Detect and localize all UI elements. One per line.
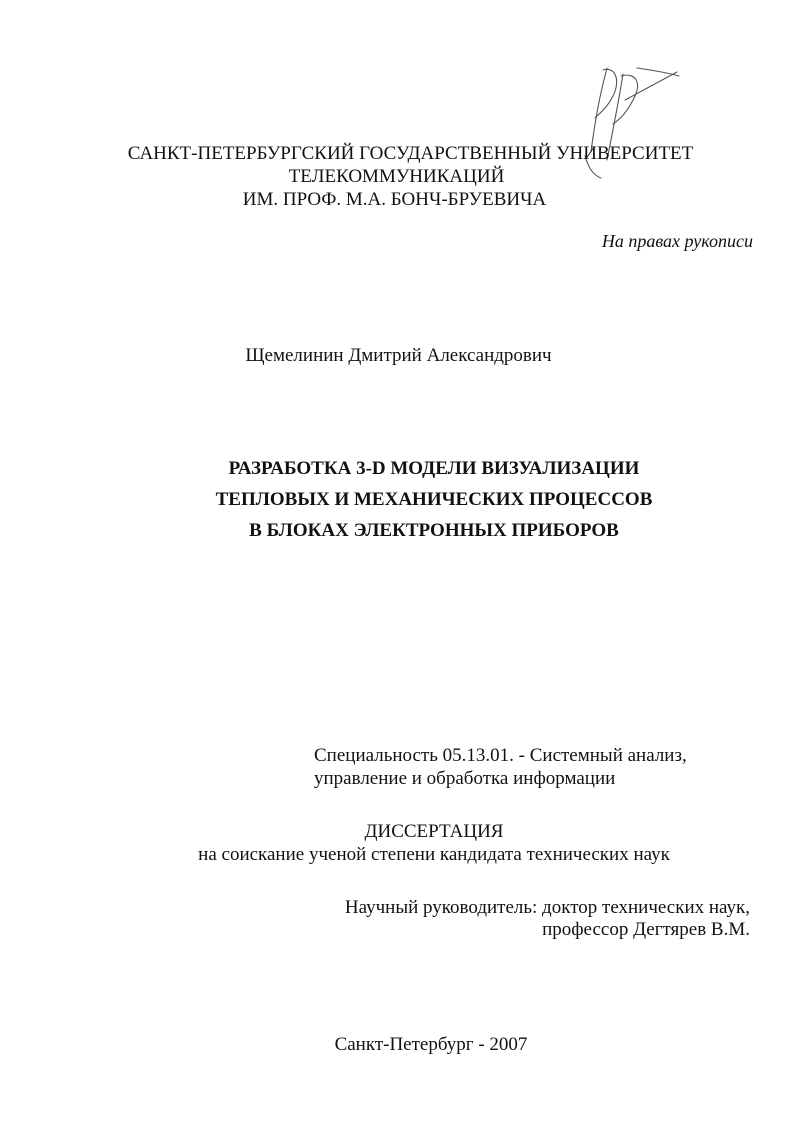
city-year: Санкт-Петербург - 2007 [334,1034,528,1055]
thesis-title-line2: ТЕПЛОВЫХ И МЕХАНИЧЕСКИХ ПРОЦЕССОВ [215,489,653,510]
author-name: Щемелинин Дмитрий Александрович [245,345,552,366]
specialty-line2: управление и обработка информации [314,768,616,789]
manuscript-rights-note: На правах рукописи [601,231,753,251]
supervisor-line2: профессор Дегтярев В.М. [542,919,750,940]
dissertation-label: ДИССЕРТАЦИЯ [364,821,504,842]
specialty-line1: Специальность 05.13.01. - Системный анализ, [314,745,687,766]
thesis-title-line1: РАЗРАБОТКА 3-D МОДЕЛИ ВИЗУАЛИЗАЦИИ [228,458,640,479]
university-name-line2: ТЕЛЕКОММУНИКАЦИЙ [288,166,505,187]
university-name-line3: ИМ. ПРОФ. М.А. БОНЧ-БРУЕВИЧА [242,189,547,210]
degree-description: на соискание ученой степени кандидата технических наук [198,844,670,865]
thesis-title-line3: В БЛОКАХ ЭЛЕКТРОННЫХ ПРИБОРОВ [249,520,619,541]
supervisor-line1: Научный руководитель: доктор технических наук, [344,897,750,918]
university-name-line1: САНКТ-ПЕТЕРБУРГСКИЙ ГОСУДАРСТВЕННЫЙ УНИВЕРСИТЕТ [127,143,694,164]
